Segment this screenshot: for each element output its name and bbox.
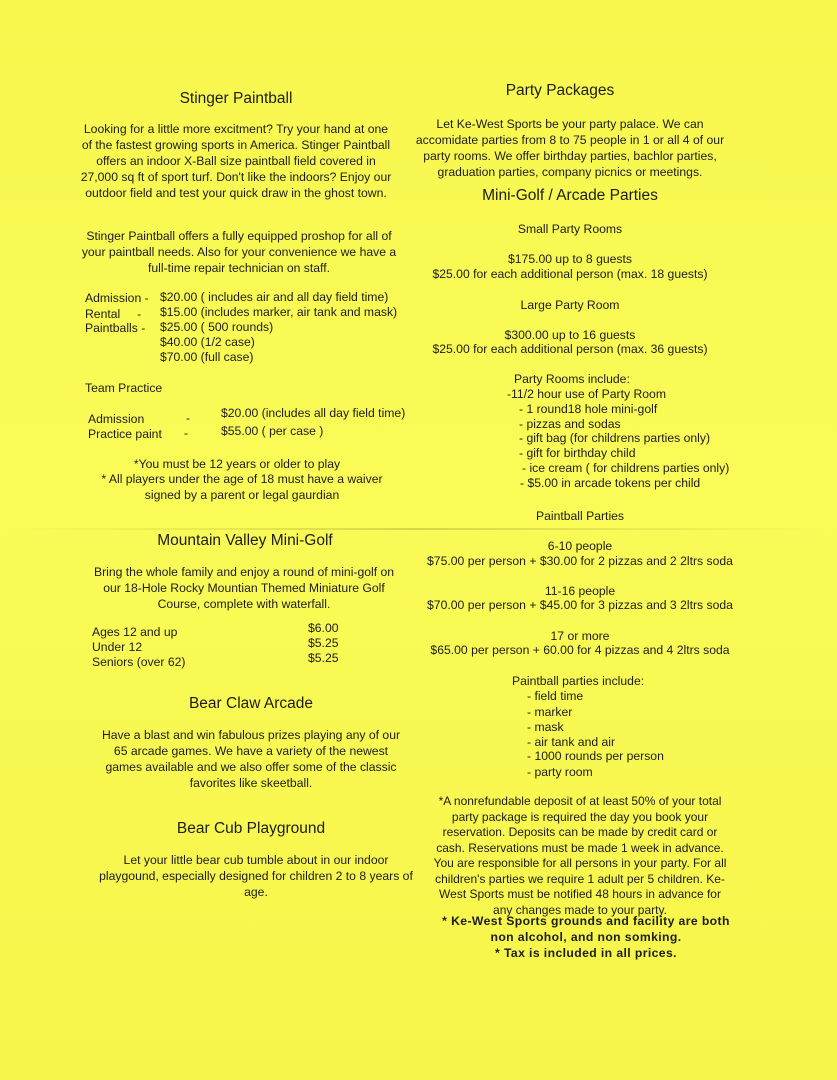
price-value-rental: $15.00 (includes marker, air tank and mask) bbox=[160, 305, 398, 319]
price-label-rental: Rental - bbox=[85, 307, 142, 321]
team-dash-admission: - bbox=[186, 411, 191, 425]
rate-label-senior: Seniors (over 62) bbox=[92, 655, 186, 669]
stinger-title: Stinger Paintball bbox=[179, 90, 293, 107]
minigolf-text: Bring the whole family and enjoy a round of mini-golf on our 18-Hole Rocky Mountian Themed Miniature Golf Course, complete with waterfall. bbox=[93, 565, 395, 611]
pb-price-medium: $70.00 per person + $45.00 for 3 pizzas and 3 2ltrs soda bbox=[427, 598, 733, 612]
price-value-paintballs-500: $25.00 ( 500 rounds) bbox=[160, 320, 274, 334]
team-value-practice-paint: $55.00 ( per case ) bbox=[221, 424, 324, 438]
arcade-text: Have a blast and win fabulous prizes playing any of our 65 arcade games. We have a variety of the newest games available and we also offer some of the classic favorites like skeetball. bbox=[101, 728, 401, 790]
price-label-admission: Admission - bbox=[85, 291, 149, 305]
tax-note: * Tax is included in all prices. bbox=[495, 946, 677, 960]
large-room-base-price: $300.00 up to 16 guests bbox=[504, 328, 636, 342]
small-rooms-title: Small Party Rooms bbox=[517, 222, 623, 236]
price-label-paintballs: Paintballs - bbox=[85, 321, 146, 335]
rate-label-adult: Ages 12 and up bbox=[92, 625, 178, 639]
rate-label-child: Under 12 bbox=[92, 640, 143, 654]
pb-group-medium: 11-16 people bbox=[544, 584, 616, 598]
price-value-full-case: $70.00 (full case) bbox=[160, 350, 254, 364]
small-rooms-extra-price: $25.00 for each additional person (max. 18 guests) bbox=[432, 267, 708, 281]
age-note: *You must be 12 years or older to play bbox=[133, 457, 341, 471]
rate-value-adult: $6.00 bbox=[308, 621, 339, 635]
large-room-title: Large Party Room bbox=[520, 298, 620, 312]
party-rooms-include-title: Party Rooms include: bbox=[514, 372, 630, 386]
alcohol-smoking-note: * Ke-West Sports grounds and facility are both non alcohol, and non somking. bbox=[442, 914, 730, 944]
page-fold bbox=[0, 528, 837, 530]
pb-include-item: - mask bbox=[527, 720, 564, 734]
waiver-note: * All players under the age of 18 must have a waiver signed by a parent or legal gaurdian bbox=[101, 472, 383, 502]
price-value-admission: $20.00 ( includes air and all day field time) bbox=[160, 290, 389, 304]
pb-group-small: 6-10 people bbox=[547, 539, 613, 553]
party-room-item: - ice cream ( for childrens parties only) bbox=[522, 461, 730, 475]
pb-include-item: - field time bbox=[527, 689, 584, 703]
party-room-item: - 1 round18 hole mini-golf bbox=[519, 402, 658, 416]
party-room-item: - $5.00 in arcade tokens per child bbox=[520, 476, 701, 490]
deposit-policy: *A nonrefundable deposit of at least 50% of your total party package is required the day you book your reservation. Deposits can be made by credit card or cash. Reservations must be made 1 week in advance. You are responsible for all persons in your party. For all children's parties we require 1 adult per 5 children. Ke-West Sports must be notified 48 hours in advance for any changes made to your party. bbox=[433, 794, 727, 917]
stinger-intro: Looking for a little more excitment? Try your hand at one of the fastest growing sports in America. Stinger Paintball offers an indoor X-Ball size paintball field covered in 27,000 sq ft of sport turf. Don't like the indoors? Enjoy our outdoor field and test your quick draw in the ghost town. bbox=[80, 122, 392, 200]
playground-title: Bear Cub Playground bbox=[176, 820, 326, 837]
pb-include-item: - air tank and air bbox=[527, 735, 616, 749]
party-room-item: - gift bag (for childrens parties only) bbox=[519, 431, 711, 445]
pb-include-item: - party room bbox=[527, 765, 593, 779]
arcade-title: Bear Claw Arcade bbox=[188, 695, 314, 712]
large-room-extra-price: $25.00 for each additional person (max. 36 guests) bbox=[432, 342, 708, 356]
minigolf-arcade-parties-title: Mini-Golf / Arcade Parties bbox=[482, 187, 658, 204]
pb-include-title: Paintball parties include: bbox=[512, 674, 645, 688]
rate-value-senior: $5.25 bbox=[308, 651, 339, 665]
small-rooms-base-price: $175.00 up to 8 guests bbox=[507, 252, 632, 266]
pb-include-item: - marker bbox=[527, 705, 573, 719]
pb-price-small: $75.00 per person + $30.00 for 2 pizzas and 2 2ltrs soda bbox=[427, 554, 733, 568]
team-value-admission: $20.00 (includes all day field time) bbox=[221, 406, 406, 420]
pb-price-large: $65.00 per person + 60.00 for 4 pizzas and 4 2ltrs soda bbox=[430, 643, 730, 657]
price-value-half-case: $40.00 (1/2 case) bbox=[160, 335, 255, 349]
team-label-practice-paint: Practice paint bbox=[88, 427, 162, 441]
pb-group-large: 17 or more bbox=[550, 629, 610, 643]
party-room-item: - gift for birthday child bbox=[519, 446, 636, 460]
rate-value-child: $5.25 bbox=[308, 636, 339, 650]
team-practice-title: Team Practice bbox=[85, 381, 163, 395]
team-dash-practice-paint: - bbox=[184, 426, 189, 440]
playground-text: Let your little bear cub tumble about in our indoor playgound, especially designed for children 2 to 8 years of age. bbox=[99, 853, 413, 899]
pb-include-item: - 1000 rounds per person bbox=[527, 749, 664, 763]
party-title: Party Packages bbox=[505, 82, 615, 99]
team-label-admission: Admission bbox=[88, 412, 145, 426]
paintball-parties-title: Paintball Parties bbox=[535, 509, 625, 523]
party-room-item: -11/2 hour use of Party Room bbox=[507, 387, 666, 401]
minigolf-title: Mountain Valley Mini-Golf bbox=[157, 532, 333, 549]
stinger-proshop: Stinger Paintball offers a fully equipped proshop for all of your paintball needs. Also for your convenience we have a full-time repair technician on staff. bbox=[81, 229, 397, 275]
party-room-item: - pizzas and sodas bbox=[519, 417, 621, 431]
party-intro: Let Ke-West Sports be your party palace. We can accomidate parties from 8 to 75 people in 1 or all 4 of our party rooms. We offer birthday parties, bachlor parties, graduation parties, company picnics or meetings. bbox=[415, 117, 725, 179]
